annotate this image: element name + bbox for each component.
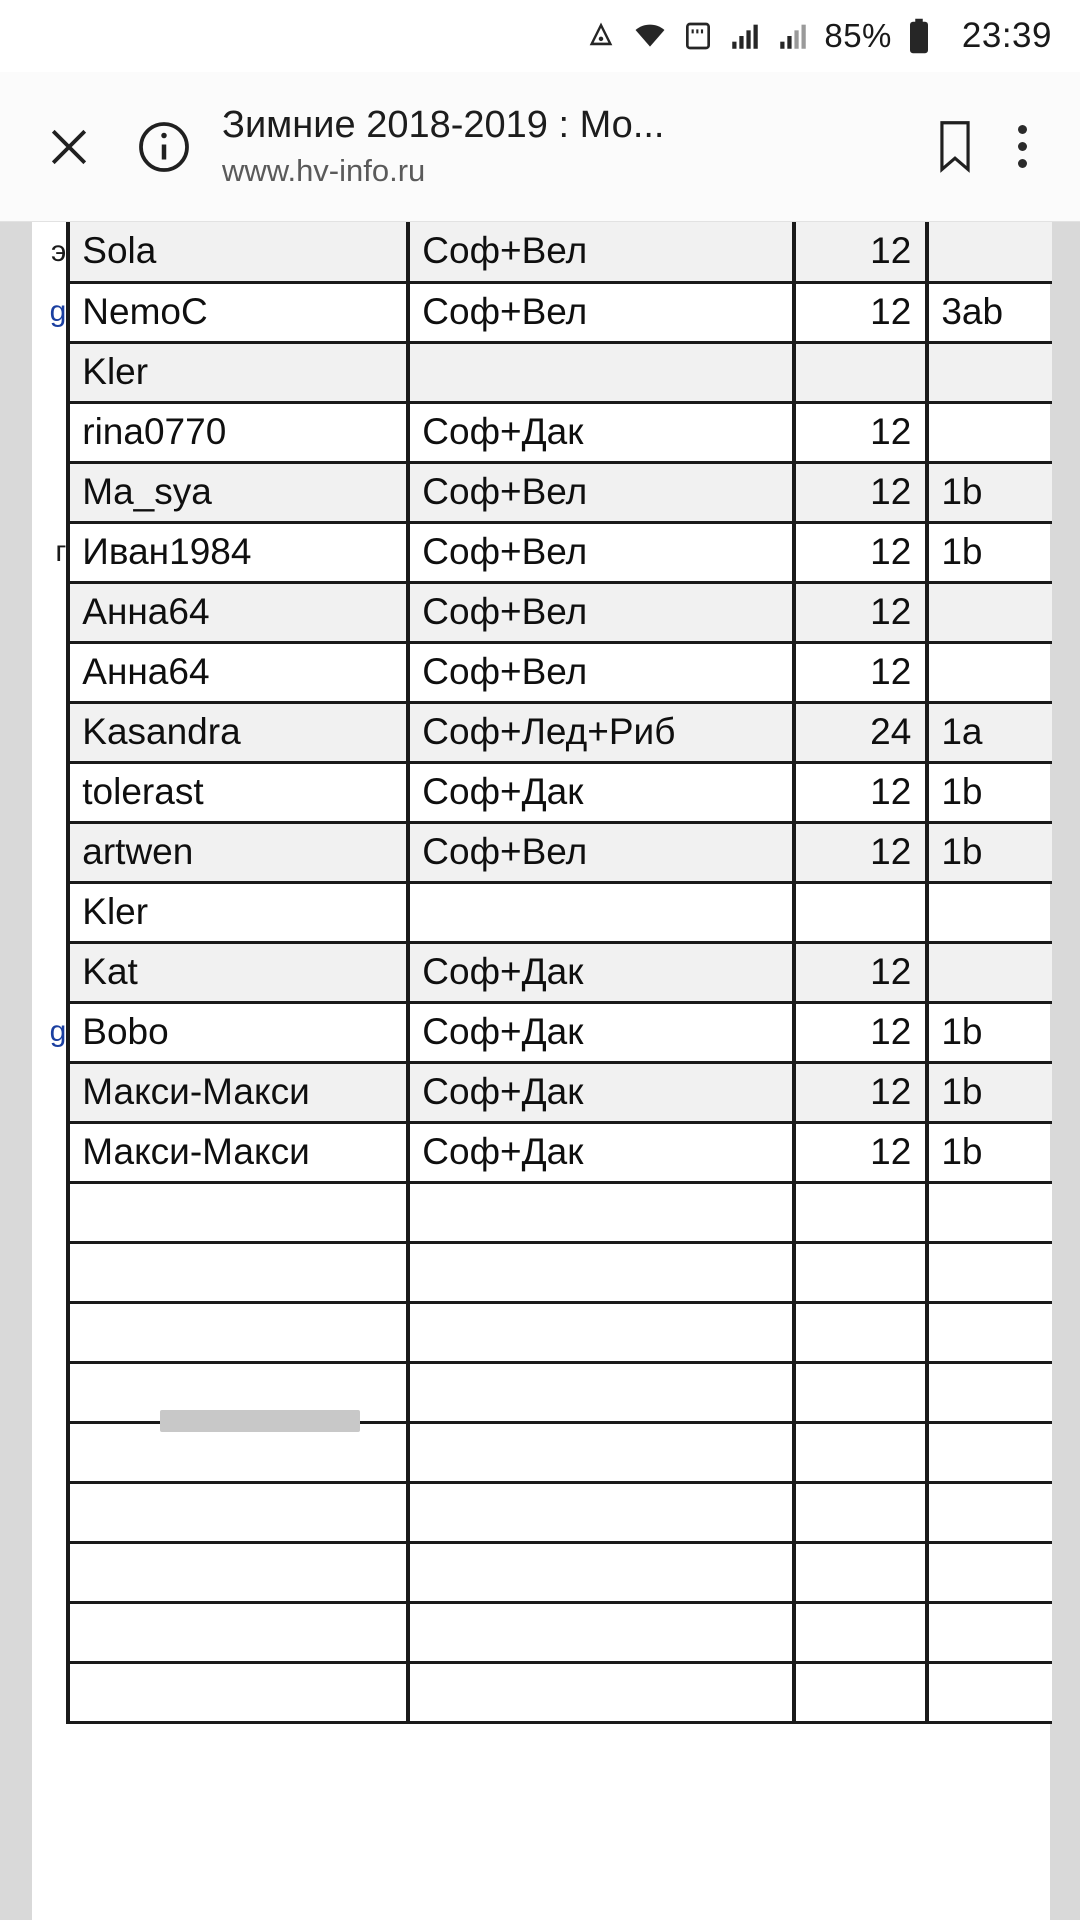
row-name-cell: Анна64 (68, 582, 408, 642)
page-title-block[interactable] (222, 104, 918, 190)
close-icon[interactable] (34, 112, 104, 182)
table-row (32, 1242, 1052, 1302)
status-icons (584, 16, 1052, 56)
row-route-cell (408, 1422, 793, 1482)
page-left-margin (0, 222, 32, 1920)
row-code-cell (927, 1302, 1052, 1362)
row-route-cell: Соф+Лед+Риб (408, 702, 793, 762)
web-content-area[interactable] (0, 222, 1080, 1920)
row-quantity-cell (794, 1602, 928, 1662)
battery-icon (906, 18, 932, 54)
info-icon[interactable] (128, 111, 200, 183)
row-prefix-cell (32, 1182, 68, 1242)
menu-dot (1018, 125, 1027, 134)
row-prefix-cell[interactable]: g (49, 1015, 67, 1048)
row-prefix-cell (32, 642, 68, 702)
row-prefix-cell (32, 342, 68, 402)
row-prefix-cell: г (55, 535, 67, 568)
horizontal-scrollbar[interactable] (160, 1410, 360, 1432)
row-prefix-cell (32, 1302, 68, 1362)
row-prefix-cell (32, 1362, 68, 1422)
row-quantity-cell (794, 1242, 928, 1302)
row-prefix-cell (32, 1662, 68, 1722)
row-quantity-cell: 12 (794, 1062, 928, 1122)
row-code-cell (927, 582, 1052, 642)
row-quantity-cell: 12 (794, 942, 928, 1002)
row-route-cell: Соф+Вел (408, 642, 793, 702)
row-code-cell (927, 1362, 1052, 1422)
row-quantity-cell: 12 (794, 402, 928, 462)
table-row (32, 942, 1052, 1002)
row-name-cell: NemoC (68, 282, 408, 342)
row-name-cell: Kasandra (68, 702, 408, 762)
row-quantity-cell (794, 342, 928, 402)
row-route-cell (408, 1362, 793, 1422)
table-row (32, 1182, 1052, 1242)
spreadsheet-table-wrapper[interactable] (32, 222, 1052, 1724)
row-code-cell (927, 1602, 1052, 1662)
row-name-cell: Макси-Макси (68, 1062, 408, 1122)
row-name-cell: Bobo (68, 1002, 408, 1062)
row-code-cell (927, 402, 1052, 462)
overflow-menu-icon[interactable] (992, 110, 1052, 184)
row-prefix-cell (32, 702, 68, 762)
menu-dot (1018, 159, 1027, 168)
row-name-cell (68, 1662, 408, 1722)
row-name-cell (68, 1482, 408, 1542)
row-code-cell (927, 342, 1052, 402)
table-row (32, 1302, 1052, 1362)
table-row (32, 1062, 1052, 1122)
table-row (32, 582, 1052, 642)
row-prefix-cell (32, 1422, 68, 1482)
page-title: Зимние 2018-2019 : Мо... (222, 103, 665, 146)
row-route-cell: Соф+Вел (408, 582, 793, 642)
row-code-cell (927, 882, 1052, 942)
row-code-cell (927, 1542, 1052, 1602)
row-quantity-cell (794, 1662, 928, 1722)
row-quantity-cell (794, 1482, 928, 1542)
sd-card-icon (682, 19, 714, 53)
row-code-cell: 1b (927, 462, 1052, 522)
row-quantity-cell: 12 (794, 762, 928, 822)
table-row (32, 702, 1052, 762)
row-quantity-cell (794, 1362, 928, 1422)
row-route-cell: Соф+Дак (408, 402, 793, 462)
browser-header (0, 72, 1080, 222)
page-url: www.hv-info.ru (222, 153, 426, 189)
row-code-cell: 1a (927, 702, 1052, 762)
row-code-cell: 1b (927, 1002, 1052, 1062)
row-route-cell: Соф+Дак (408, 1062, 793, 1122)
row-quantity-cell (794, 1422, 928, 1482)
spreadsheet-sheet[interactable] (32, 222, 1050, 1920)
table-row (32, 1542, 1052, 1602)
row-quantity-cell: 12 (794, 1002, 928, 1062)
row-prefix-cell (32, 762, 68, 822)
row-name-cell (68, 1182, 408, 1242)
row-quantity-cell: 24 (794, 702, 928, 762)
row-name-cell (68, 1542, 408, 1602)
row-route-cell: Соф+Вел (408, 222, 793, 282)
row-code-cell: 1b (927, 522, 1052, 582)
row-route-cell (408, 1242, 793, 1302)
row-quantity-cell: 12 (794, 282, 928, 342)
bookmark-icon[interactable] (918, 110, 992, 184)
row-quantity-cell: 12 (794, 522, 928, 582)
menu-dot (1018, 142, 1027, 151)
signal-2-icon (776, 19, 810, 53)
row-code-cell (927, 1662, 1052, 1722)
row-quantity-cell: 12 (794, 1122, 928, 1182)
table-row (32, 402, 1052, 462)
row-prefix-cell (32, 1602, 68, 1662)
signal-1-icon (728, 19, 762, 53)
row-route-cell: Соф+Дак (408, 942, 793, 1002)
row-code-cell: 1b (927, 762, 1052, 822)
row-prefix-cell: э (50, 235, 67, 268)
row-quantity-cell: 12 (794, 222, 928, 282)
row-quantity-cell: 12 (794, 462, 928, 522)
row-route-cell: Соф+Дак (408, 1002, 793, 1062)
table-row (32, 282, 1052, 342)
row-prefix-cell[interactable]: g (49, 295, 67, 328)
row-quantity-cell (794, 1182, 928, 1242)
table-row (32, 1602, 1052, 1662)
row-route-cell (408, 1662, 793, 1722)
row-name-cell: Kler (68, 342, 408, 402)
row-prefix-cell (32, 402, 68, 462)
row-route-cell: Соф+Вел (408, 462, 793, 522)
row-quantity-cell (794, 882, 928, 942)
row-prefix-cell (32, 1242, 68, 1302)
row-route-cell: Соф+Вел (408, 282, 793, 342)
table-row (32, 222, 1052, 282)
row-prefix-cell (32, 1542, 68, 1602)
row-name-cell (68, 1602, 408, 1662)
row-quantity-cell: 12 (794, 582, 928, 642)
table-row (32, 1482, 1052, 1542)
registration-table (32, 222, 1052, 1724)
table-row (32, 762, 1052, 822)
row-prefix-cell (32, 462, 68, 522)
row-code-cell: 3ab (927, 282, 1052, 342)
row-code-cell (927, 1422, 1052, 1482)
row-route-cell: Соф+Вел (408, 522, 793, 582)
row-code-cell: 1b (927, 822, 1052, 882)
wifi-icon (632, 19, 668, 53)
row-prefix-cell (32, 882, 68, 942)
row-name-cell: Иван1984 (68, 522, 408, 582)
row-name-cell: Kat (68, 942, 408, 1002)
row-code-cell (927, 1182, 1052, 1242)
row-code-cell (927, 1482, 1052, 1542)
row-route-cell (408, 1302, 793, 1362)
row-route-cell: Соф+Дак (408, 762, 793, 822)
table-row (32, 1662, 1052, 1722)
row-name-cell: Макси-Макси (68, 1122, 408, 1182)
row-name-cell: Ma_sya (68, 462, 408, 522)
row-name-cell: Kler (68, 882, 408, 942)
row-quantity-cell (794, 1542, 928, 1602)
row-name-cell: tolerast (68, 762, 408, 822)
table-row (32, 642, 1052, 702)
row-route-cell (408, 882, 793, 942)
data-saver-icon (584, 19, 618, 53)
row-quantity-cell: 12 (794, 642, 928, 702)
table-row (32, 522, 1052, 582)
row-route-cell: Соф+Дак (408, 1122, 793, 1182)
row-code-cell (927, 942, 1052, 1002)
row-code-cell: 1b (927, 1062, 1052, 1122)
row-prefix-cell (32, 942, 68, 1002)
row-code-cell: 1b (927, 1122, 1052, 1182)
row-name-cell (68, 1242, 408, 1302)
row-quantity-cell (794, 1302, 928, 1362)
row-code-cell (927, 222, 1052, 282)
table-row (32, 822, 1052, 882)
status-bar (0, 0, 1080, 72)
row-prefix-cell (32, 822, 68, 882)
row-prefix-cell (32, 1482, 68, 1542)
row-name-cell: rina0770 (68, 402, 408, 462)
row-route-cell (408, 1482, 793, 1542)
battery-percent-label: 85% (824, 17, 892, 54)
table-row (32, 1122, 1052, 1182)
row-code-cell (927, 1242, 1052, 1302)
status-clock: 23:39 (961, 16, 1052, 55)
row-name-cell (68, 1302, 408, 1362)
table-row (32, 462, 1052, 522)
row-name-cell: Sola (68, 222, 408, 282)
row-name-cell: Анна64 (68, 642, 408, 702)
row-route-cell (408, 1542, 793, 1602)
row-prefix-cell (32, 582, 68, 642)
row-prefix-cell (32, 1062, 68, 1122)
row-route-cell (408, 1602, 793, 1662)
row-route-cell: Соф+Вел (408, 822, 793, 882)
row-name-cell: artwen (68, 822, 408, 882)
row-prefix-cell (32, 1122, 68, 1182)
row-code-cell (927, 642, 1052, 702)
row-route-cell (408, 342, 793, 402)
row-quantity-cell: 12 (794, 822, 928, 882)
row-route-cell (408, 1182, 793, 1242)
table-row (32, 342, 1052, 402)
table-row (32, 882, 1052, 942)
table-row (32, 1002, 1052, 1062)
